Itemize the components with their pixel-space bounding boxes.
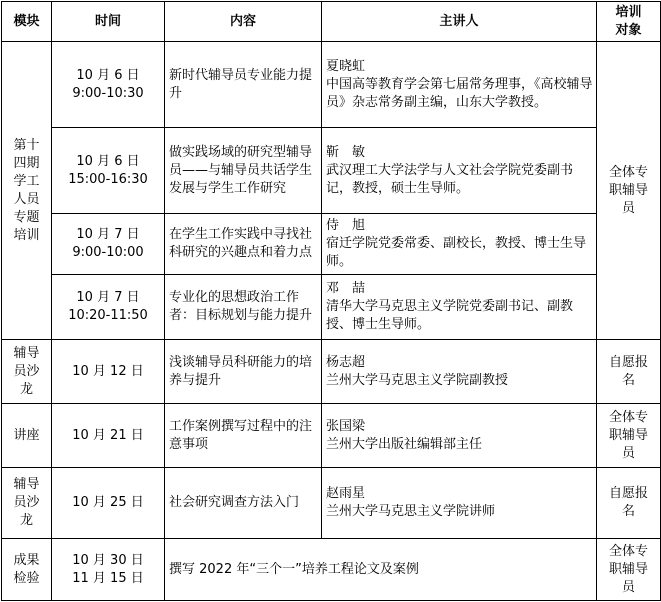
content-cell: 浅谈辅导员科研能力的培养与提升 (165, 340, 322, 404)
content-cell: 做实践场域的研究型辅导员——与辅导员共话学生发展与学生工作研究 (165, 128, 322, 214)
content-cell: 在学生工作实践中寻找社科研究的兴趣点和着力点 (165, 214, 322, 275)
time-cell (52, 214, 165, 275)
time-cell (52, 275, 165, 340)
time-cell: 10 月 12 日 (52, 340, 165, 404)
audience-cell: 全体专职辅导员 (597, 539, 661, 601)
date-text: 10 月 6 日 (76, 67, 140, 83)
table-row (2, 214, 661, 275)
speaker-title: 清华大学马克思主义学院党委副书记、副教授、博士生导师。 (326, 299, 574, 332)
speaker-title: 兰州大学马克思主义学院讲师 (326, 504, 496, 519)
content-cell: 社会研究调查方法入门 (165, 468, 322, 539)
module-cell: 辅导员沙龙 (2, 340, 52, 404)
speaker-title: 中国高等教育学会第七届常务理事，《高校辅导员》杂志常务副主编，山东大学教授。 (326, 76, 593, 110)
speaker-name: 张国梁 (326, 418, 366, 434)
date-text: 10 月 6 日 (76, 153, 140, 169)
speaker-name: 杨志超 (326, 354, 366, 370)
header-row (2, 2, 661, 42)
content-cell: 撰写 2022 年“三个一”培养工程论文及案例 (165, 539, 597, 601)
speaker-cell (322, 275, 597, 340)
audience-cell: 全体专职辅导员 (597, 404, 661, 468)
table-row (2, 42, 661, 128)
speaker-cell (322, 42, 597, 128)
time-text: 9:00-10:30 (72, 85, 144, 101)
table-row (2, 539, 661, 601)
speaker-name: 夏晓虹 (326, 58, 366, 74)
table-row (2, 275, 661, 340)
audience-cell: 全体专职辅导员 (597, 42, 661, 340)
speaker-title: 武汉理工大学法学与人文社会学院党委副书记，教授，硕士生导师。 (326, 162, 574, 196)
module-cell: 成果检验 (2, 539, 52, 601)
module-cell: 讲座 (2, 404, 52, 468)
date-text: 10 月 7 日 (76, 227, 140, 242)
table-row (2, 404, 661, 468)
speaker-cell (322, 468, 597, 539)
header-content: 内容 (165, 2, 322, 42)
speaker-cell (322, 340, 597, 404)
date-text: 10 月 30 日 (72, 552, 144, 568)
time-cell: 10 月 25 日 (52, 468, 165, 539)
header-speaker: 主讲人 (322, 2, 597, 42)
speaker-name: 侍 旭 (326, 218, 366, 233)
time-cell (52, 128, 165, 214)
table-row (2, 468, 661, 539)
header-module: 模块 (2, 2, 52, 42)
content-cell: 专业化的思想政治工作者：目标规划与能力提升 (165, 275, 322, 340)
table-row (2, 128, 661, 214)
speaker-name: 赵雨星 (326, 486, 366, 501)
speaker-title: 宿迁学院党委常委、副校长，教授、博士生导师。 (326, 236, 587, 269)
speaker-name: 邓 喆 (326, 281, 366, 296)
training-schedule-table (1, 1, 661, 601)
speaker-cell (322, 404, 597, 468)
speaker-cell (322, 214, 597, 275)
date-text: 11 月 15 日 (72, 570, 144, 586)
time-cell: 10 月 21 日 (52, 404, 165, 468)
audience-cell: 自愿报名 (597, 468, 661, 539)
speaker-cell (322, 128, 597, 214)
header-audience: 培训对象 (597, 2, 661, 42)
time-cell (52, 42, 165, 128)
time-text: 15:00-16:30 (68, 171, 148, 187)
time-text: 9:00-10:00 (72, 245, 144, 260)
content-cell: 新时代辅导员专业能力提升 (165, 42, 322, 128)
audience-cell: 自愿报名 (597, 340, 661, 404)
header-time: 时间 (52, 2, 165, 42)
module-cell: 第十四期学工人员专题培训 (2, 42, 52, 340)
time-text: 10:20-11:50 (68, 308, 148, 323)
speaker-name: 靳 敏 (326, 144, 366, 160)
speaker-title: 兰州大学马克思主义学院副教授 (326, 372, 509, 388)
date-text: 10 月 7 日 (76, 290, 140, 305)
module-cell: 辅导员沙龙 (2, 468, 52, 539)
content-cell: 工作案例撰写过程中的注意事项 (165, 404, 322, 468)
table-row (2, 340, 661, 404)
speaker-title: 兰州大学出版社编辑部主任 (326, 436, 483, 452)
time-cell (52, 539, 165, 601)
